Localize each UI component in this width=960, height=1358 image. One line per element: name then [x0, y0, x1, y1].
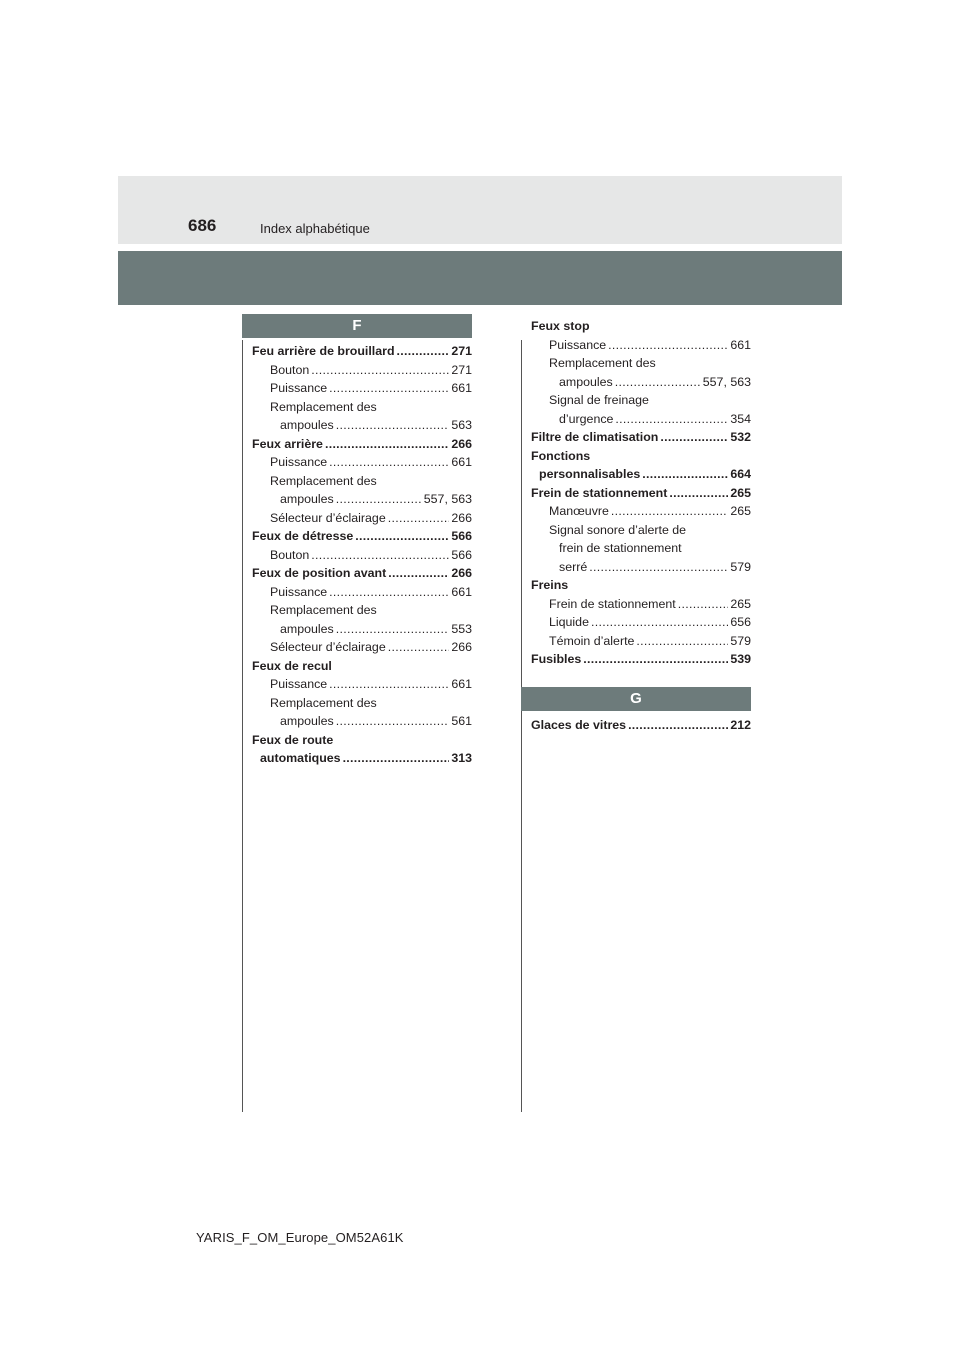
index-subentry: Signal sonore d’alerte de: [549, 522, 687, 537]
section-header-f: F: [242, 314, 472, 338]
index-entry: Feux de position avant ..... 266: [242, 564, 472, 583]
header-title: Index alphabétique: [260, 221, 370, 236]
index-subentry: Témoin d’alerte ..... 579: [521, 632, 751, 651]
index-entry: automatiques ..... 313: [242, 749, 472, 768]
index-entry: Filtre de climatisation ..... 532: [521, 428, 751, 447]
index-subentry: Puissance ..... 661: [242, 453, 472, 472]
index-entry: personnalisables ..... 664: [521, 465, 751, 484]
index-subentry: Sélecteur d’éclairage ..... 266: [242, 509, 472, 528]
page-number: 686: [188, 216, 217, 235]
section-header-g: G: [521, 687, 751, 711]
index-subentry: serré ..... 579: [521, 558, 751, 577]
index-subentry: frein de stationnement: [559, 541, 682, 555]
right-index-column: [521, 317, 751, 734]
index-subentry: Sélecteur d’éclairage ..... 266: [242, 638, 472, 657]
index-entry: Fonctions: [531, 448, 591, 463]
index-subentry: Puissance ..... 661: [242, 583, 472, 602]
index-subentry: Puissance ..... 661: [242, 675, 472, 694]
index-subentry: Remplacement des: [270, 603, 377, 617]
index-entry: Feux arrière ..... 266: [242, 435, 472, 454]
index-entry: Feux de route: [252, 732, 334, 747]
index-subentry: Puissance ..... 661: [242, 379, 472, 398]
index-subentry: ampoules ..... 557, 563: [242, 490, 472, 509]
header-band: [118, 176, 842, 244]
index-subentry: ampoules ..... 561: [242, 712, 472, 731]
index-entry: Fusibles ..... 539: [521, 650, 751, 669]
index-subentry: Manœuvre ..... 265: [521, 502, 751, 521]
index-subentry: ampoules ..... 557, 563: [521, 373, 751, 392]
index-subentry: Remplacement des: [270, 473, 377, 488]
index-subentry: Bouton ..... 566: [242, 546, 472, 565]
index-entry: Frein de stationnement ..... 265: [521, 484, 751, 503]
index-subentry: Frein de stationnement ..... 265: [521, 595, 751, 614]
index-subentry: Signal de freinage: [549, 393, 649, 407]
index-subentry: ampoules ..... 563: [242, 416, 472, 435]
index-subentry: Remplacement des: [270, 695, 377, 710]
index-entry: Feux de recul: [252, 658, 332, 673]
section-band: [118, 251, 842, 305]
index-entry: Glaces de vitres ..... 212: [521, 716, 751, 735]
index-entry: Feux stop: [531, 319, 590, 333]
index-entry: Feux de détresse ..... 566: [242, 527, 472, 546]
index-subentry: Remplacement des: [549, 356, 656, 370]
index-subentry: ampoules ..... 553: [242, 620, 472, 639]
left-index-column: [242, 314, 472, 768]
index-subentry: Puissance ..... 661: [521, 336, 751, 355]
index-subentry: d’urgence ..... 354: [521, 410, 751, 429]
document-footer: YARIS_F_OM_Europe_OM52A61K: [196, 1230, 404, 1245]
index-subentry: Remplacement des: [270, 399, 377, 414]
index-entry: Freins: [531, 578, 569, 592]
index-entry: Feu arrière de brouillard ..... 271: [242, 342, 472, 361]
index-subentry: Liquide ..... 656: [521, 613, 751, 632]
index-subentry: Bouton ..... 271: [242, 361, 472, 380]
